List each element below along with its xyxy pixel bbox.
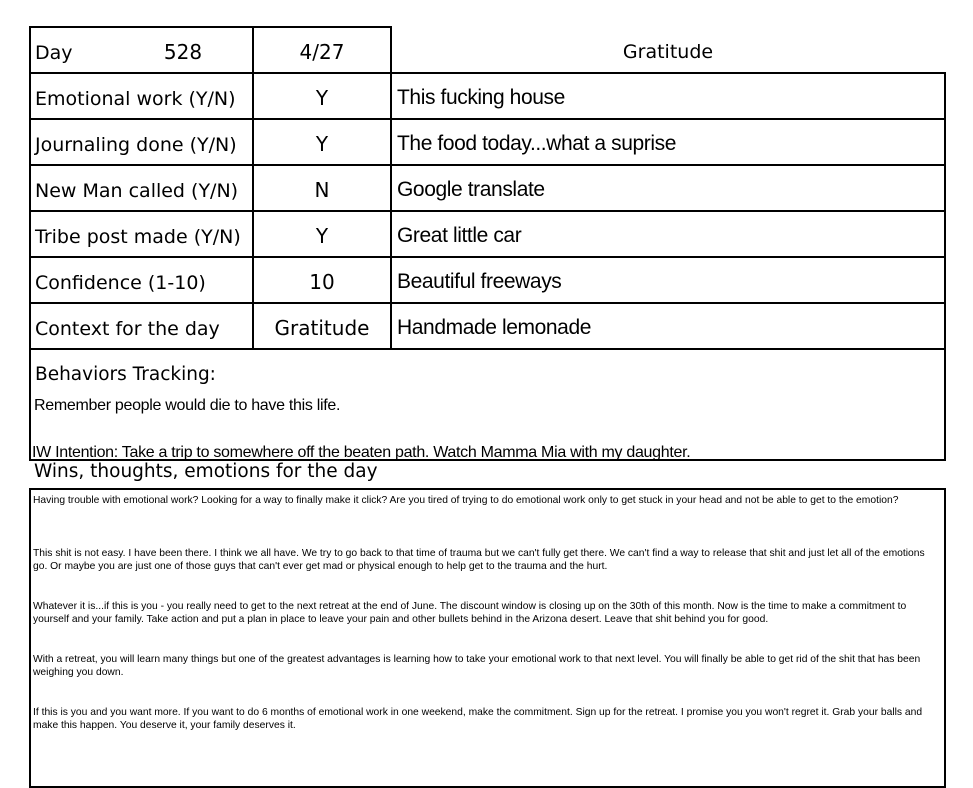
gratitude-item: This fucking house xyxy=(397,86,565,109)
wins-paragraph: Whatever it is...if this is you - you really need to get to the next retreat at the end of June. The discount window is closing up on the 30th of this month. Now is the time to make a commitment to yourself and your family. Take action and put a plan in place to leave your pain and other bullets behind in the Arizona desert. Leave that shit behind you for good. xyxy=(33,601,907,625)
row-label-tribe-post: Tribe post made (Y/N) xyxy=(35,226,241,248)
gratitude-item: Great little car xyxy=(397,224,522,247)
row-value-context: Gratitude xyxy=(274,316,370,340)
row-label-context: Context for the day xyxy=(35,318,220,340)
table-right-border xyxy=(944,72,946,461)
wins-paragraph: This shit is not easy. I have been there. I think we all have. We try to go back to that time of trauma but we can't fully get there. We can't find a way to release that shit and just let all of the emotions go. Or maybe you are just one of those guys that can't ever get mad or physical enough to help get to the trauma and the hurt. xyxy=(33,548,925,572)
date-value: 4/27 xyxy=(299,40,345,64)
row-label-emotional-work: Emotional work (Y/N) xyxy=(35,88,236,110)
gratitude-item: The food today...what a suprise xyxy=(397,132,677,155)
wins-paragraph: Having trouble with emotional work? Looking for a way to finally make it click? Are you tired of trying to do emotional work only to get stuck in your head and not be able to get to the emotion? xyxy=(33,495,899,506)
day-number: 528 xyxy=(163,40,203,64)
wins-box xyxy=(29,488,946,788)
wins-heading: Wins, thoughts, emotions for the day xyxy=(34,461,378,482)
row-divider xyxy=(29,348,946,350)
gratitude-item: Beautiful freeways xyxy=(397,270,562,293)
wins-paragraph: If this is you and you want more. If you want to do 6 months of emotional work in one weekend, make the commitment. Sign up for the retreat. I promise you you won't regret it. Grab your balls and make this happen. You deserve it, your family deserves it. xyxy=(33,707,923,731)
intention-text-clip xyxy=(31,440,943,459)
gratitude-item: Google translate xyxy=(397,178,545,201)
intention-text: IW Intention: Take a trip to somewhere off the beaten path. Watch Mamma Mia with my daughter. xyxy=(32,444,691,459)
row-label-journaling: Journaling done (Y/N) xyxy=(35,134,237,156)
behaviors-heading: Behaviors Tracking: xyxy=(35,364,216,385)
row-label-confidence: Confidence (1-10) xyxy=(35,272,206,294)
day-label: Day xyxy=(35,42,73,64)
gratitude-heading: Gratitude xyxy=(622,41,714,63)
row-value-new-man-called: N xyxy=(314,178,330,202)
behaviors-reminder: Remember people would die to have this life. xyxy=(34,397,341,414)
wins-paragraph: With a retreat, you will learn many things but one of the greatest advantages is learning how to take your emotional work to that next level. You will finally be able to get rid of the shit that has been weighing you down. xyxy=(33,654,921,678)
gratitude-item: Handmade lemonade xyxy=(397,316,592,339)
row-value-journaling: Y xyxy=(315,132,329,156)
row-label-new-man-called: New Man called (Y/N) xyxy=(35,180,239,202)
row-value-tribe-post: Y xyxy=(315,224,329,248)
row-value-emotional-work: Y xyxy=(315,86,329,110)
row-value-confidence: 10 xyxy=(309,270,335,294)
